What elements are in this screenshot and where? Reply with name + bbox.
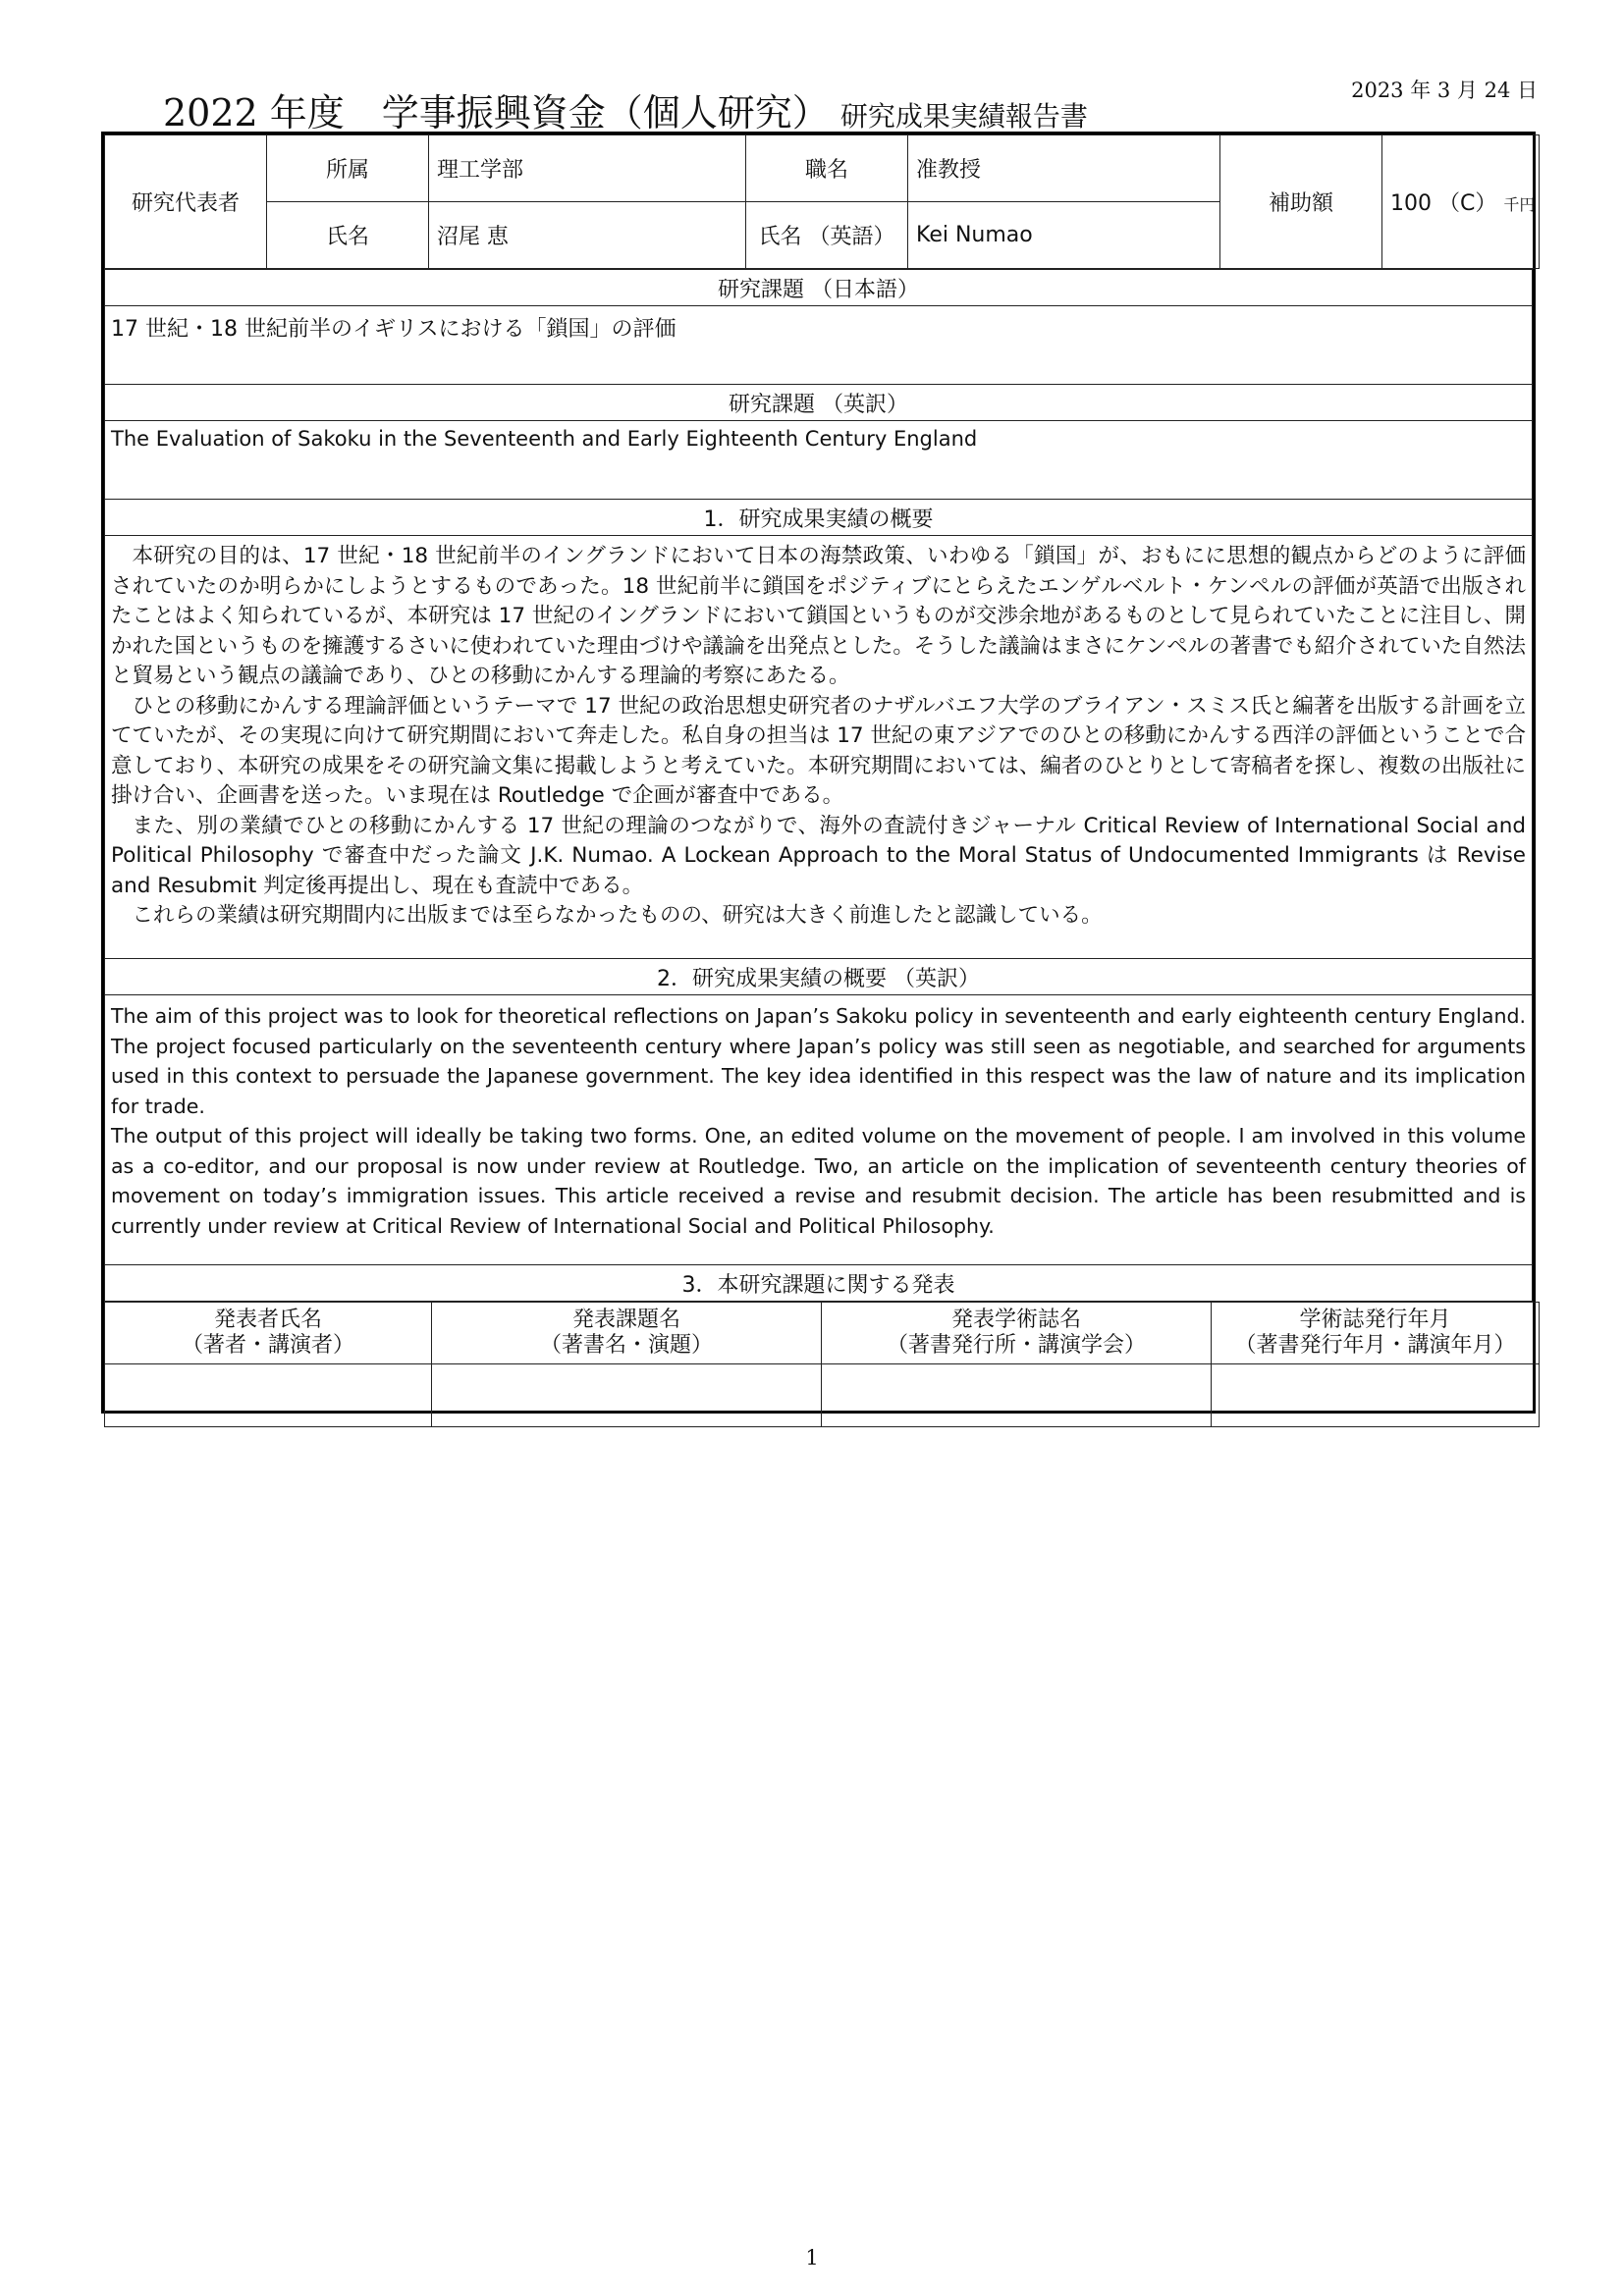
grant-unit: 千円 bbox=[1503, 195, 1536, 214]
title-sub: 研究成果実績報告書 bbox=[839, 100, 1088, 133]
grant-cell bbox=[1382, 135, 1540, 269]
pub-col-title-line1: 発表課題名 bbox=[571, 1308, 680, 1332]
topic-jp-text: 17 世紀・18 世紀前半のイギリスにおける「鎖国」の評価 bbox=[105, 306, 1533, 385]
topic-en-heading: 研究課題 （英訳） bbox=[105, 385, 1533, 421]
report-form bbox=[101, 132, 1536, 1414]
pub-col-title-line2: （著書名・演題） bbox=[539, 1333, 713, 1358]
topic-jp-heading: 研究課題 （日本語） bbox=[105, 270, 1533, 306]
grant-value: 100 （C） bbox=[1390, 191, 1497, 216]
summary-jp-paragraph: これらの業績は研究期間内に出版までは至らなかったものの、研究は大きく前進したと認識している。 bbox=[132, 903, 1103, 928]
publications-heading: 3．本研究課題に関する発表 bbox=[105, 1265, 1533, 1302]
summary-jp-heading: 1．研究成果実績の概要 bbox=[105, 500, 1533, 536]
summary-jp-paragraph: また、別の業績でひとの移動にかんする 17 世紀の理論のつながりで、海外の査読付きジャーナル Critical Review of International Social and Political Philosophy で審査中だった論文 J.K. Numao. A Lockean Approach to the Moral Status of Undocumented Immigrants は Revise and Resubmit 判定後再提出し、現在も査読中である。 bbox=[111, 813, 1526, 898]
pub-col-author-line1: 発表者氏名 bbox=[213, 1308, 322, 1332]
pub-col-journal-line1: 発表学術誌名 bbox=[950, 1308, 1081, 1332]
pub-col-author-line2: （著者・講演者） bbox=[181, 1333, 354, 1358]
pub-col-date-line2: （著書発行年月・講演年月） bbox=[1234, 1333, 1516, 1358]
topic-en-text: The Evaluation of Sakoku in the Seventeenth and Early Eighteenth Century England bbox=[105, 421, 1533, 500]
pub-cell-date[interactable] bbox=[1212, 1364, 1540, 1427]
pub-cell-journal[interactable] bbox=[822, 1364, 1212, 1427]
summary-en-body bbox=[105, 995, 1533, 1265]
summary-jp-body bbox=[105, 536, 1533, 959]
pub-col-journal-line2: （著書発行所・講演学会） bbox=[886, 1333, 1146, 1358]
title-main: 2022 年度 学事振興資金（個人研究） bbox=[163, 91, 830, 134]
pub-cell-title[interactable] bbox=[432, 1364, 822, 1427]
summary-jp-paragraph: 本研究の目的は、17 世紀・18 世紀前半のイングランドにおいて日本の海禁政策、いわゆる「鎖国」が、おもにに思想的観点からどのように評価されていたのか明らかにしようとするものであった。18 世紀前半に鎖国をポジティブにとらえたエンゲルベルト・ケンペルの評価が英語で出版されたことはよく知られているが、本研究は 17 世紀のイングランドにおいて鎖国というものが交渉余地があるものとして見られていたことに注目し、開かれた国というものを擁護するさいに使われていた理由づけや議論を出発点とした。そうした議論はまさにケンペルの著書でも紹介されていた自然法と貿易という観点の議論であり、ひとの移動にかんする理論的考察にあたる。 bbox=[111, 544, 1526, 688]
pub-col-title bbox=[432, 1303, 822, 1364]
rep-label: 研究代表者 bbox=[105, 135, 267, 269]
pub-cell-author[interactable] bbox=[105, 1364, 432, 1427]
position-label: 職名 bbox=[746, 135, 908, 202]
publications-table bbox=[104, 1302, 1540, 1427]
summary-jp-paragraph: ひとの移動にかんする理論評価というテーマで 17 世紀の政治思想史研究者のナザルバエフ大学のブライアン・スミス氏と編著を出版する計画を立てていたが、その実現に向けて研究期間において奔走した。私自身の担当は 17 世紀の東アジアでのひとの移動にかんする西洋の評価ということで合意しており、本研究の成果をその研究論文集に掲載しようと考えていた。本研究期間においては、編者のひとりとして寄稿者を探し、複数の出版社に掛け合い、企画書を送った。いま現在は Routledge で企画が審査中である。 bbox=[111, 693, 1526, 808]
affiliation-value: 理工学部 bbox=[429, 135, 746, 202]
report-date: 2023 年 3 月 24 日 bbox=[1351, 79, 1538, 102]
pub-col-date-line1: 学術誌発行年月 bbox=[1299, 1308, 1451, 1332]
sections-table bbox=[104, 269, 1533, 1302]
page-title bbox=[163, 82, 1088, 136]
name-value: 沼尾 恵 bbox=[429, 202, 746, 269]
name-label: 氏名 bbox=[267, 202, 429, 269]
pub-col-author bbox=[105, 1303, 432, 1364]
page-number: 1 bbox=[805, 2246, 819, 2269]
summary-en-paragraph: The output of this project will ideally be taking two forms. One, an edited volume on the movement of people. I am involved in this volume as a co-editor, and our proposal is now under review at Routledge. Two, an article on the implication of seventeenth century theories of movement on today’s immigration issues. This article received a revise and resubmit decision. The article has been resubmitted and is currently under review at Critical Review of International Social and Political Philosophy. bbox=[111, 1124, 1526, 1238]
name-en-label: 氏名 （英語） bbox=[746, 202, 908, 269]
info-table bbox=[104, 134, 1540, 269]
summary-en-paragraph: The aim of this project was to look for theoretical reflections on Japan’s Sakoku policy in seventeenth and early eighteenth century England. The project focused particularly on the seventeenth century where Japan’s policy was still seen as negotiable, and searched for arguments used in this context to persuade the Japanese government. The key idea identified in this respect was the law of nature and its implication for trade. bbox=[111, 1004, 1526, 1118]
name-en-value: Kei Numao bbox=[908, 202, 1220, 269]
pub-col-journal bbox=[822, 1303, 1212, 1364]
summary-en-heading: 2．研究成果実績の概要 （英訳） bbox=[105, 959, 1533, 995]
pub-col-date bbox=[1212, 1303, 1540, 1364]
position-value: 准教授 bbox=[908, 135, 1220, 202]
grant-label: 補助額 bbox=[1220, 135, 1382, 269]
affiliation-label: 所属 bbox=[267, 135, 429, 202]
